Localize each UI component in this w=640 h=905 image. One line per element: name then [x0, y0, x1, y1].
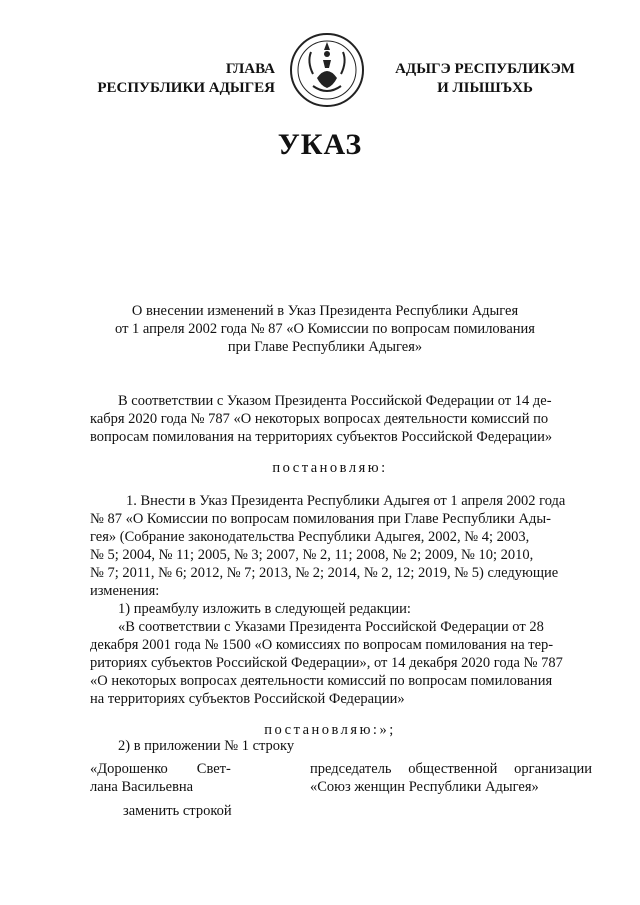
table-cell-line: председатель общественной организации: [310, 761, 592, 777]
sub-item-1: [90, 600, 580, 708]
preamble-line: В соответствии с Указом Президента Российской Федерации от 14 де-: [118, 393, 552, 409]
sub-item-line: 2) в приложении № 1 строку: [118, 738, 295, 754]
sub-item-line: декабря 2001 года № 1500 «О комиссиях по вопросам помилования на тер-: [90, 637, 554, 653]
decree-word: постановляю:: [272, 460, 388, 476]
preamble: [90, 392, 580, 446]
header-left-line2: РЕСПУБЛИКИ АДЫГЕЯ: [97, 80, 275, 96]
replace-text: заменить строкой: [123, 803, 232, 819]
decree-subject: [90, 302, 560, 356]
item-line: гея» (Собрание законодательства Республики Адыгея, 2002, № 4; 2003,: [90, 529, 530, 545]
sub-item-2: [90, 737, 580, 755]
item-line: № 5; 2004, № 11; 2005, № 3; 2007, № 2, 11; 2008, № 2; 2009, № 10; 2010,: [90, 547, 534, 563]
coat-of-arms-icon: [287, 30, 367, 110]
decree-word: постановляю:»;: [264, 722, 396, 738]
item-line: 1. Внести в Указ Президента Республики Адыгея от 1 апреля 2002 года: [126, 493, 566, 509]
header-right-line1: АДЫГЭ РЕСПУБЛИКЭМ: [395, 61, 575, 77]
preamble-line: вопросам помилования на территориях субъектов Российской Федерации»: [90, 429, 553, 445]
document-title: УКАЗ: [277, 128, 363, 161]
table-cell-line: «Союз женщин Республики Адыгея»: [310, 779, 539, 795]
item-line: изменения:: [90, 583, 160, 599]
table-cell-position: [310, 760, 592, 796]
preamble-line: кабря 2020 года № 787 «О некоторых вопросах деятельности комиссий по: [90, 411, 549, 427]
sub-item-line: на территориях субъектов Российской Федерации»: [90, 691, 405, 707]
sub-item-line: «О некоторых вопросах деятельности комиссий по вопросам помилования: [90, 673, 553, 689]
sub-item-line: 1) преамбулу изложить в следующей редакции:: [118, 601, 411, 617]
subject-line: при Главе Республики Адыгея»: [227, 339, 423, 355]
header-right: [390, 60, 580, 98]
table-cell-line: лана Васильевна: [90, 779, 194, 795]
item-line: № 87 «О Комиссии по вопросам помилования при Главе Республики Ады-: [90, 511, 551, 527]
sub-item-line: «В соответствии с Указами Президента Российской Федерации от 28: [118, 619, 544, 635]
header-right-line2: И ЛІЫШЪХЬ: [437, 80, 533, 96]
subject-line: от 1 апреля 2002 года № 87 «О Комиссии по вопросам помилования: [115, 321, 535, 337]
sub-item-line: риториях субъектов Российской Федерации», от 14 декабря 2020 года № 787: [90, 655, 563, 671]
table-cell-name: [90, 760, 238, 796]
header-left: [70, 60, 275, 98]
subject-line: О внесении изменений в Указ Президента Республики Адыгея: [131, 303, 519, 319]
item-line: № 7; 2011, № 6; 2012, № 7; 2013, № 2; 2014, № 2, 12; 2019, № 5) следующие: [90, 565, 559, 581]
header-left-line1: ГЛАВА: [225, 61, 275, 77]
item-1: [90, 492, 580, 600]
table-cell-line: «Дорошенко Свет-: [90, 761, 231, 777]
